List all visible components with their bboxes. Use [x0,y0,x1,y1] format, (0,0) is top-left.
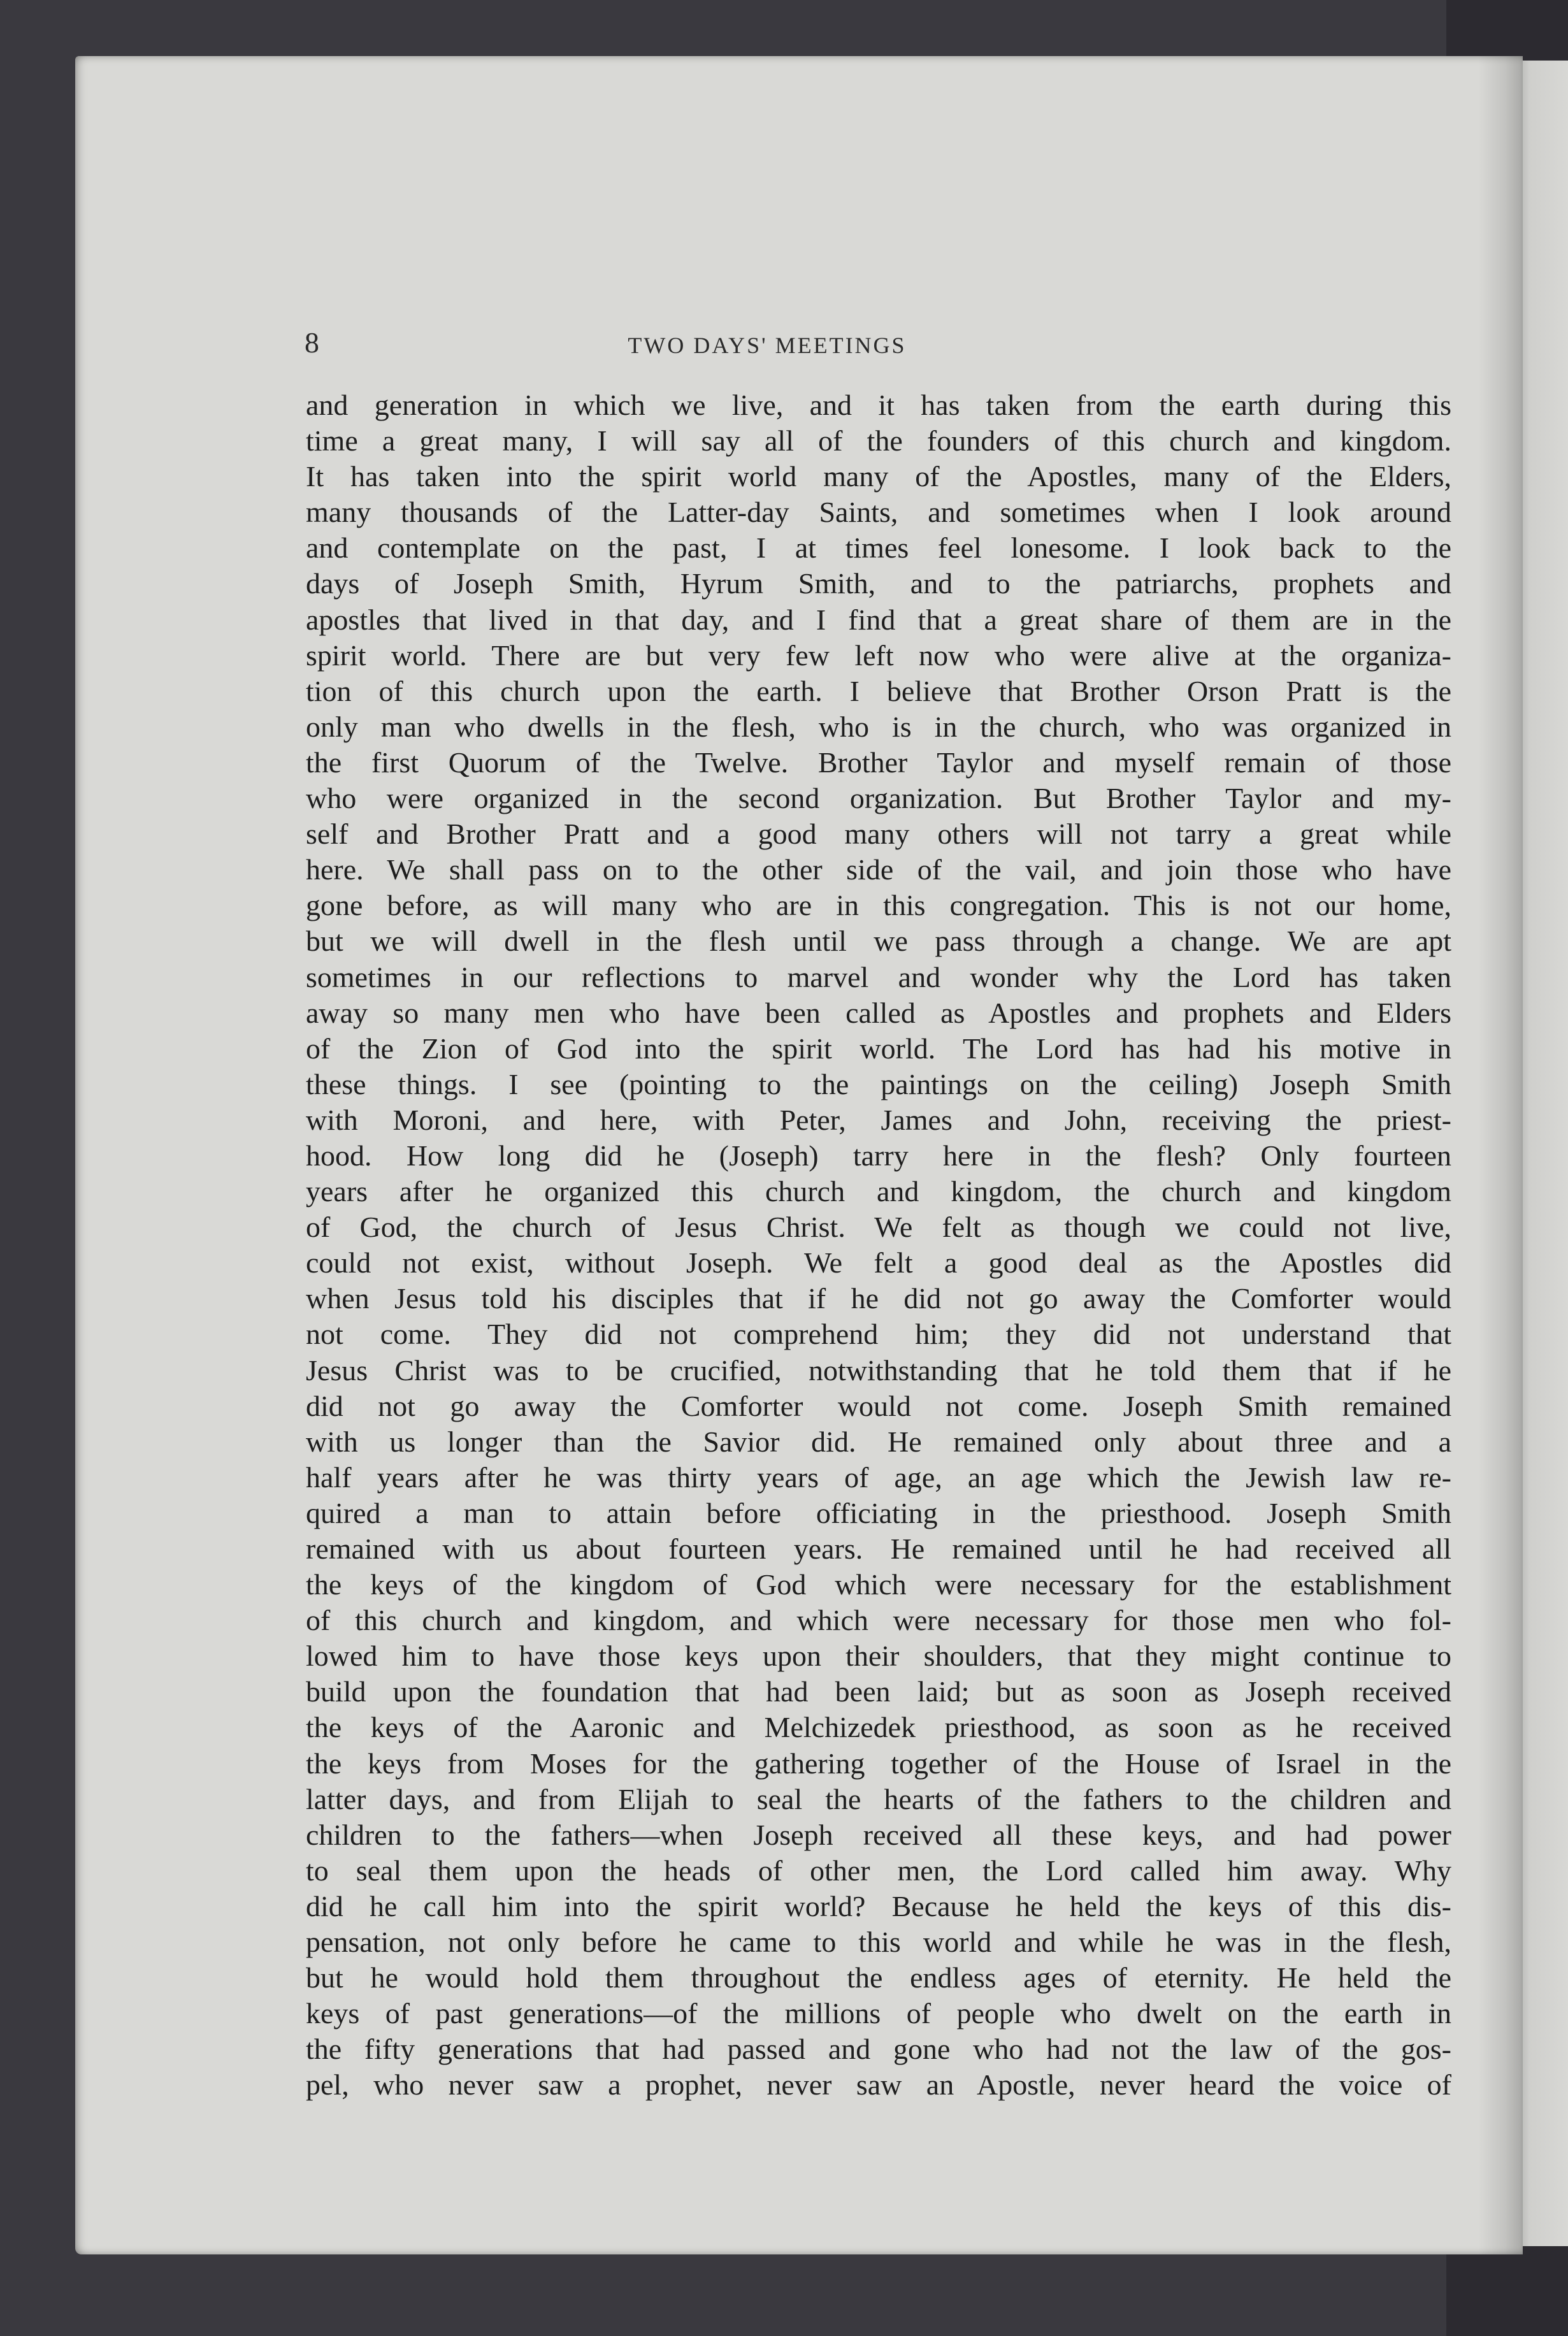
text-line: pel, who never saw a prophet, never saw an Apostle, never heard the voice of [306,2068,1451,2102]
text-line: with us longer than the Savior did. He remained only about three and a [306,1425,1451,1458]
text-line: build upon the foundation that had been laid; but as soon as Joseph received [306,1675,1451,1708]
text-line: tion of this church upon the earth. I believe that Brother Orson Pratt is the [306,674,1451,707]
page-number: 8 [305,326,319,359]
text-line: did he call him into the spirit world? Because he held the keys of this dis- [306,1889,1451,1922]
text-line: did not go away the Comforter would not come. Joseph Smith remained [306,1389,1451,1422]
text-line: hood. How long did he (Joseph) tarry here in the flesh? Only fourteen [306,1139,1451,1172]
text-line: days of Joseph Smith, Hyrum Smith, and to the patriarchs, prophets and [306,567,1451,600]
body-text [306,387,1451,2103]
text-line: remained with us about fourteen years. He remained until he had received all [306,1532,1451,1565]
text-line: It has taken into the spirit world many of the Apostles, many of the Elders, [306,460,1451,493]
text-line: but we will dwell in the flesh until we pass through a change. We are apt [306,925,1451,958]
text-line: self and Brother Pratt and a good many others will not tarry a great while [306,818,1451,851]
text-line: only man who dwells in the flesh, who is in the church, who was organized in [306,710,1451,743]
text-line: quired a man to attain before officiating in the priesthood. Joseph Smith [306,1496,1451,1529]
text-line: the first Quorum of the Twelve. Brother Taylor and myself remain of those [306,746,1451,779]
text-line: the fifty generations that had passed and gone who had not the law of the gos- [306,2033,1451,2066]
text-line: here. We shall pass on to the other side of the vail, and join those who have [306,853,1451,886]
running-title: TWO DAYS' MEETINGS [628,333,907,358]
text-line: half years after he was thirty years of age, an age which the Jewish law re- [306,1460,1451,1494]
text-line: with Moroni, and here, with Peter, James and John, receiving the priest- [306,1103,1451,1136]
text-line: of God, the church of Jesus Christ. We felt as though we could not live, [306,1211,1451,1244]
text-line: time a great many, I will say all of the founders of this church and kingdom. [306,424,1451,458]
text-line: spirit world. There are but very few left now who were alive at the organiza- [306,638,1451,672]
text-line: of the Zion of God into the spirit world. The Lord has had his motive in [306,1032,1451,1065]
text-line: when Jesus told his disciples that if he did not go away the Comforter would [306,1282,1451,1315]
text-line: many thousands of the Latter-day Saints, and sometimes when I look around [306,496,1451,529]
text-line: Jesus Christ was to be crucified, notwithstanding that he told them that if he [306,1353,1451,1387]
text-line: the keys of the Aaronic and Melchizedek priesthood, as soon as he received [306,1711,1451,1744]
text-line: children to the fathers—when Joseph received all these keys, and had power [306,1818,1451,1851]
text-line: lowed him to have those keys upon their shoulders, that they might continue to [306,1640,1451,1673]
text-line: of this church and kingdom, and which were necessary for those men who fol- [306,1604,1451,1637]
text-line: but he would hold them throughout the endless ages of eternity. He held the [306,1961,1451,1994]
text-line: who were organized in the second organization. But Brother Taylor and my- [306,782,1451,815]
book-page [75,56,1523,2254]
text-line: latter days, and from Elijah to seal the hearts of the fathers to the children and [306,1782,1451,1815]
running-header [75,324,1523,362]
text-line: years after he organized this church and kingdom, the church and kingdom [306,1175,1451,1208]
page-gutter [1478,56,1523,2254]
text-line: and contemplate on the past, I at times feel lonesome. I look back to the [306,531,1451,565]
text-line: these things. I see (pointing to the paintings on the ceiling) Joseph Smith [306,1067,1451,1100]
text-line: the keys from Moses for the gathering together of the House of Israel in the [306,1747,1451,1780]
text-line: pensation, not only before he came to this world and while he was in the flesh, [306,1926,1451,1959]
text-line: not come. They did not comprehend him; they did not understand that [306,1318,1451,1351]
text-line: away so many men who have been called as Apostles and prophets and Elders [306,996,1451,1029]
text-line: keys of past generations—of the millions of people who dwelt on the earth in [306,1997,1451,2030]
text-line: apostles that lived in that day, and I find that a great share of them are in the [306,603,1451,636]
text-line: sometimes in our reflections to marvel and wonder why the Lord has taken [306,960,1451,993]
text-line: and generation in which we live, and it has taken from the earth during this [306,389,1451,421]
text-line: the keys of the kingdom of God which were necessary for the establishment [306,1568,1451,1601]
text-line: could not exist, without Joseph. We felt a good deal as the Apostles did [306,1246,1451,1280]
text-line: gone before, as will many who are in this congregation. This is not our home, [306,889,1451,922]
text-line: to seal them upon the heads of other men, the Lord called him away. Why [306,1854,1451,1887]
